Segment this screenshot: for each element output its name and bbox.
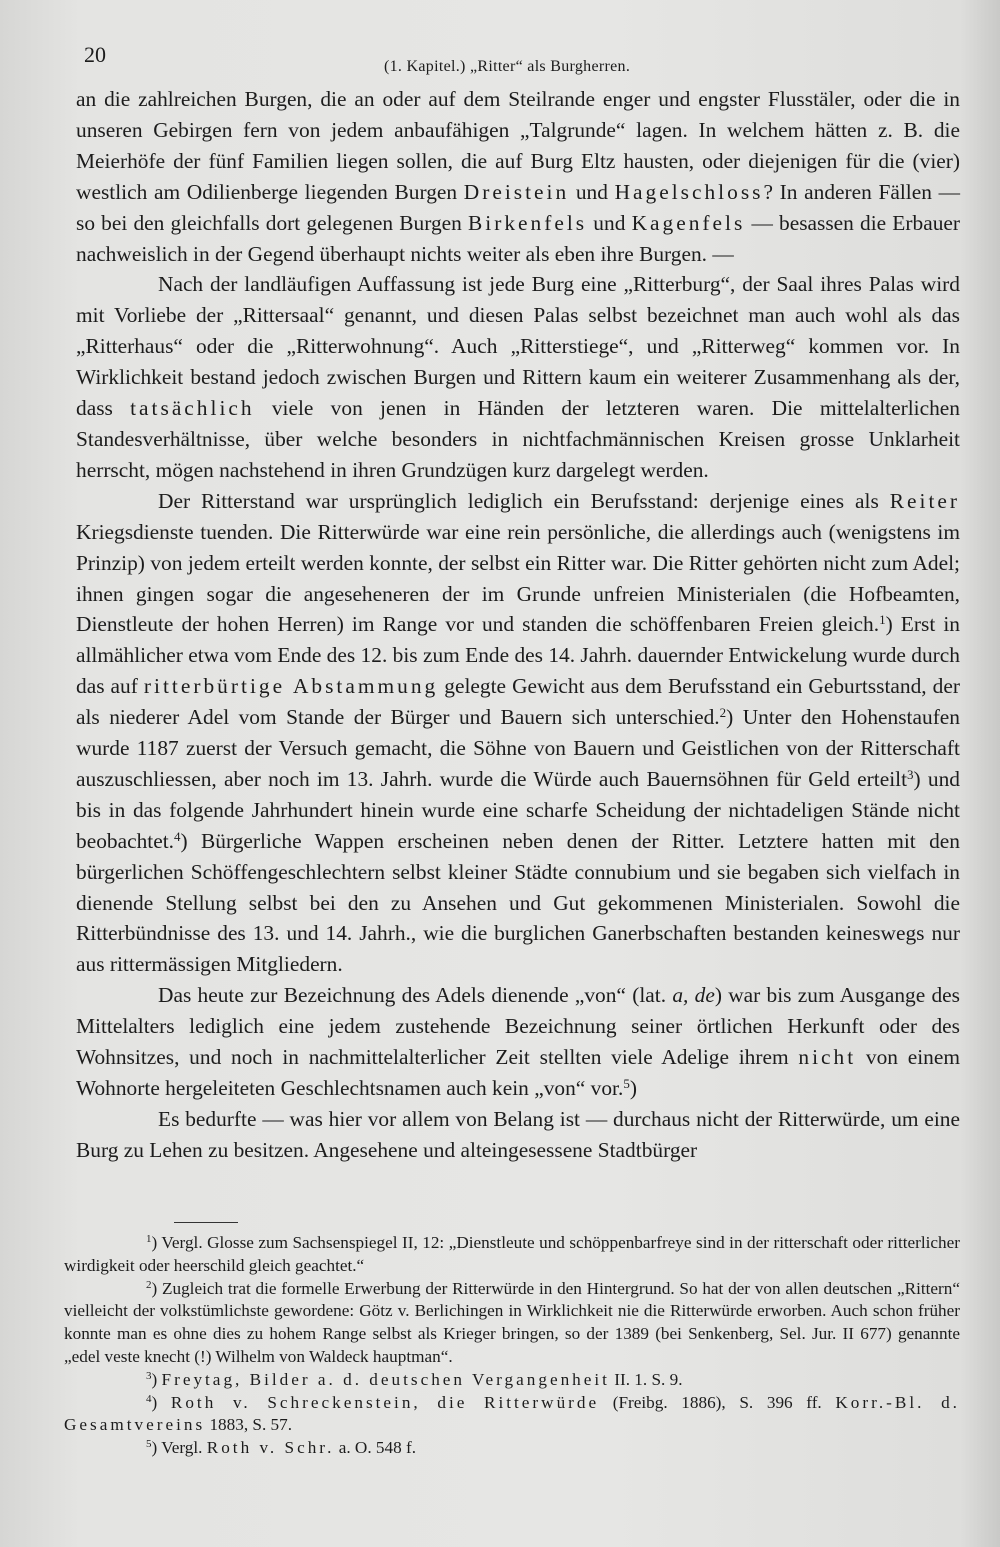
latin-term: a, de: [672, 983, 715, 1008]
spaced-emphasis: Reiter: [889, 488, 960, 513]
footnote-1: $^1$) Vergl. Glosse zum Sachsenspiegel II, 12: „Dienstleute und schöppenbarfreye sind in der ritterschaft oder ritterlicher wirdigkeit oder heerschild gleich geachtet.“: [64, 1233, 960, 1275]
footnote-3: $^3$) Freytag, Bilder a. d. deutschen Vergangenheit II. 1. S. 9.: [146, 1369, 683, 1389]
paragraph-4: Das heute zur Bezeichnung des Adels dienende „von“ (lat. a, de) war bis zum Ausgange des Mittelalters lediglich eine jedem zustehende Bezeichnung seiner örtlichen Herkunft oder des Wohnsitzes, und noch in nachmittelalterlicher Zeit stellten viele Adelige ihrem nicht von einem Wohnorte hergeleiteten Geschlechtsnamen auch kein „von“ vor.$^5$): [76, 983, 960, 1100]
paragraph-2: Nach der landläufigen Auffassung ist jede Burg eine „Ritterburg“, der Saal ihres Palas wird mit Vorliebe der „Rittersaal“ genannt, und diesen Palas selbst bezeichnet man auch wohl als das „Ritterhaus“ oder die „Ritterwohnung“. Auch „Ritterstiege“, und „Ritterweg“ kommen vor. In Wirklichkeit bestand jedoch zwischen Burgen und Rittern kaum ein weiterer Zusammenhang als der, dass tatsächlich viele von jenen in Händen der letzteren waren. Die mittelalterlichen Standesverhältnisse, über welche besonders in nichtfachmännischen Kreisen grosse Unklarheit herrscht, mögen nachstehend in ihren Grundzügen kurz dargelegt werden.: [76, 272, 960, 482]
spaced-emphasis: tatsächlich: [130, 396, 255, 421]
footnote-ref: 3: [907, 766, 914, 782]
footnote-2: $^2$) Zugleich trat die formelle Erwerbung der Ritterwürde in den Hintergrund. So hat der von allen deutschen „Rittern“ vielleicht der volkstümlichste gewordene: Götz v. Berlichingen in Wirklichkeit nie die Ritterwürde erworben. Auch schon früher konnte man es ohne dies zu hohem Range selbst als Krieger bringen, so der 1389 (bei Senkenberg, Sel. Jur. II 677) genannte „edel veste knecht (!) Wilhelm von Waldeck hauptman“.: [64, 1278, 960, 1366]
running-title: (1. Kapitel.) „Ritter“ als Burgherren.: [384, 58, 631, 75]
footnote-4: $^4$) Roth v. Schreckenstein, die Ritterwürde (Freibg. 1886), S. 396 ff. Korr.-Bl. d. Gesamtvereins 1883, S. 57.: [64, 1392, 960, 1435]
spaced-name: Birkenfels: [468, 210, 588, 235]
spaced-emphasis: ritterbürtige Abstammung: [143, 674, 439, 699]
footnote-ref: 2: [719, 705, 727, 721]
footnote-ref: 1: [879, 612, 886, 628]
spaced-name: Hagelschloss: [614, 179, 764, 204]
spaced-name: Kagenfels: [631, 210, 746, 235]
footnote-ref: 4: [174, 828, 181, 844]
paragraph-3: Der Ritterstand war ursprünglich lediglich ein Berufsstand: derjenige eines als Reiter Kriegsdienste tuenden. Die Ritterwürde war eine rein persönliche, die allerdings auch (wenigstens im Prinzip) von jedem erteilt werden konnte, der selbst ein Ritter war. Die Ritter gehörten nicht zum Adel; ihnen gingen sogar die angeseheneren der im Grunde unfreien Ministerialen (die Hofbeamten, Dienstleute der hohen Herren) im Range vor und standen die schöffenbaren Freien gleich.$^1$) Erst in allmählicher etwa vom Ende des 12. bis zum Ende des 14. Jahrh. dauernder Entwickelung wurde durch das auf ritterbürtige Abstammung gelegte Gewicht aus dem Berufsstand ein Geburtsstand, der als niederer Adel vom Stande der Bürger und Bauern sich unterschied.$^2$) Unter den Hohenstaufen wurde 1187 zuerst der Versuch gemacht, die Söhne von Bauern und Geistlichen von der Ritterschaft auszuschliessen, aber noch im 13. Jahrh. wurde die Würde auch Bauernsöhnen für Geld erteilt$^3$) und bis in das folgende Jahrhundert hinein wurde eine scharfe Scheidung der nichtadeligen Stände nicht beobachtet.$^4$) Bürgerliche Wappen erscheinen neben denen der Ritter. Letztere hatten mit den bürgerlichen Schöffengeschlechtern selbst kleiner Städte connubium und sie begaben sich vielfach in dienende Stellung selbst bei den zu Ansehen und Gut gekommenen Ministerialen. Sowohl die Ritterbündnisse des 13. und 14. Jahrh., wie die burglichen Ganerbschaften bestanden keineswegs nur aus rittermässigen Mitgliedern.: [76, 488, 961, 977]
paragraph-1: an die zahlreichen Burgen, die an oder auf dem Steilrande enger und engster Flusstäler, oder die in unseren Gebirgen fern von jedem anbaufähigen „Talgrunde“ lagen. In welchem hätten z. B. die Meierhöfe der fünf Familien liegen sollen, die auf Burg Eltz hausten, oder diejenigen für die (vier) westlich am Odilienberge liegenden Burgen Dreistein und Hagelschloss? In anderen Fällen — so bei den gleichfalls dort gelegenen Burgen Birkenfels und Kagenfels — besassen die Erbauer nachweislich in der Gegend überhaupt nichts weiter als eben ihre Burgen. —: [76, 87, 961, 266]
footnote-ref: 5: [623, 1076, 630, 1091]
footnotes: [64, 1232, 960, 1460]
spaced-emphasis: nicht: [798, 1045, 857, 1070]
spaced-name: Dreistein: [463, 179, 570, 204]
paragraph-5: Es bedurfte — was hier vor allem von Belang ist — durchaus nicht der Ritterwürde, um eine Burg zu Lehen zu besitzen. Angesehene und alteingesessene Stadtbürger: [76, 1106, 960, 1162]
footnote-rule: [174, 1222, 238, 1223]
main-text: [76, 84, 960, 1166]
footnote-5: $^5$) Vergl. Roth v. Schr. a. O. 548 f.: [146, 1438, 417, 1458]
page-number: 20: [84, 42, 106, 67]
